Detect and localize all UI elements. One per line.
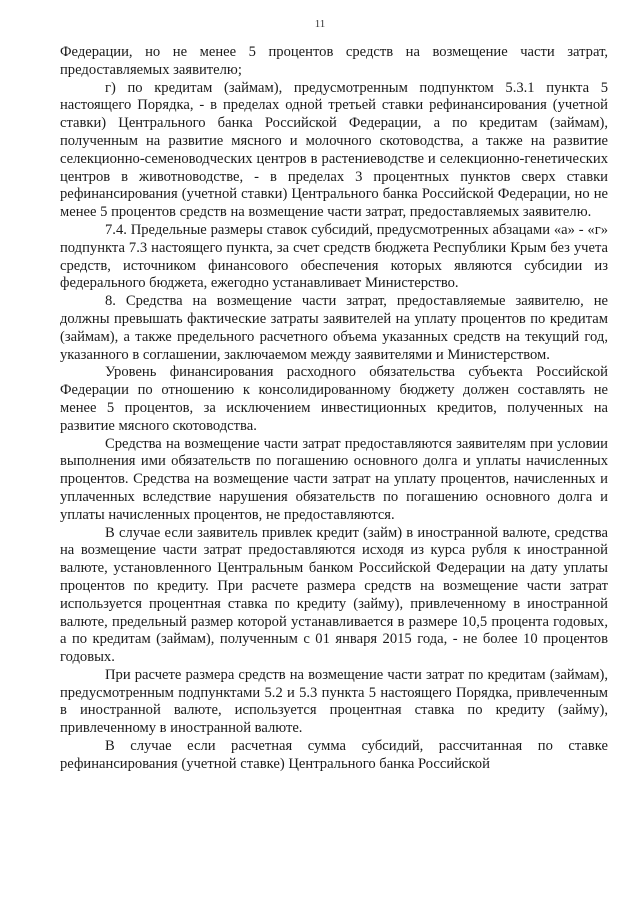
page-number: 11 <box>314 18 326 30</box>
paragraph-item-g: г) по кредитам (займам), предусмотренным подпунктом 5.3.1 пункта 5 настоящего Порядка, - в пределах одной третьей ставки рефинансирования (учетной ставки) Центрального банка Российской Федерации, а по кредитам (займам), полученным на развитие мясного и молочного скотоводства, а также на развитие селекционно-семеноводческих центров в растениеводстве и селекционно-генетических центров в животноводстве, - в пределах 3 процентных пунктов сверх ставки рефинансирования (учетной ставки) Центрального банка Российской Федерации, но не менее 5 процентов средств на возмещение части затрат, предоставляемых заявителю. <box>60 79 608 221</box>
paragraph-8: 8. Средства на возмещение части затрат, предоставляемые заявителю, не должны превышать фактические затраты заявителей на уплату процентов по кредитам (займам), а также предельного расчетного объема указанных средств на текущий год, указанного в соглашении, заключаемом между заявителями и Министерством. <box>60 293 608 363</box>
paragraph-estimated-sum: В случае если расчетная сумма субсидий, рассчитанная по ставке рефинансирования (учетной ставке) Центрального банка Российской <box>60 738 608 772</box>
paragraph-continuation: Федерации, но не менее 5 процентов средств на возмещение части затрат, предоставляемых заявителю; <box>60 44 608 78</box>
paragraph-calculation: При расчете размера средств на возмещение части затрат по кредитам (займам), предусмотренным подпунктами 5.2 и 5.3 пункта 5 настоящего Порядка, привлеченным в иностранной валюте, используется процентная ставка по кредиту (займу), привлеченному в иностранной валюте. <box>60 666 608 737</box>
paragraph-conditions: Средства на возмещение части затрат предоставляются заявителям при условии выполнения ими обязательств по погашению основного долга и уплаты начисленных процентов. Средства на возмещение части затрат на уплату процентов, начисленных и уплаченных вследствие нарушения обязательств по погашению основного долга и уплаты начисленных процентов, не предоставляются. <box>60 435 608 523</box>
paragraph-foreign-currency: В случае если заявитель привлек кредит (займ) в иностранной валюте, средства на возмещение части затрат предоставляются исходя из курса рубля к иностранной валюте, установленного Центральным банком Российской Федерации на дату уплаты процентов по кредиту. При расчете размера средств на возмещение части затрат используется процентная ставка по кредиту (займу), привлеченному в иностранной валюте, предельный размер которой устанавливается в размере 10,5 процента годовых, а по кредитам (займам), полученным с 01 января 2015 года, - не более 10 процентов годовых. <box>60 524 608 666</box>
paragraph-7-4: 7.4. Предельные размеры ставок субсидий, предусмотренных абзацами «а» - «г» подпункта 7.3 настоящего пункта, за счет средств бюджета Республики Крым без учета средств, источником финансового обеспечения которых являются субсидии из федерального бюджета, ежегодно устанавливает Министерство. <box>60 221 608 292</box>
document-body <box>60 44 608 774</box>
paragraph-financing-level: Уровень финансирования расходного обязательства субъекта Российской Федерации по отношению к консолидированному бюджету должен составлять не менее 5 процентов, за исключением инвестиционных кредитов, полученных на развитие мясного скотоводства. <box>60 364 608 434</box>
